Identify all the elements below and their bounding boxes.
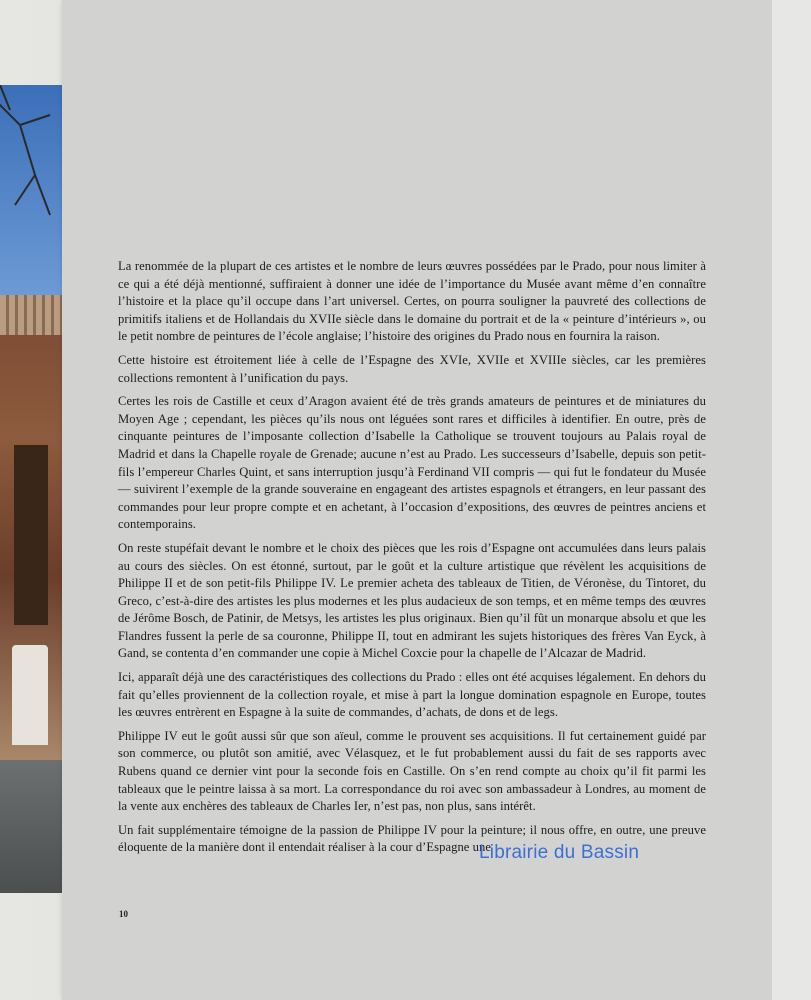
paragraph: La renommée de la plupart de ces artistes et le nombre de leurs œuvres possédées par le Prado, pour nous limiter à ce qui a été déjà mentionné, suffiraient à donner une idée de l’importance du Musée avant même d’en connaître l’histoire et la place qu’il occupe dans l’art universel. Certes, on pourra souligner la pauvreté des collections de primitifs italiens et de Hollandais du XVIIe siècle dans le domaine du portrait et de la « peinture d’intérieurs », ou le petit nombre de peintures de l’école anglaise; l’histoire des origines du Prado nous en fournira la raison. bbox=[118, 259, 706, 344]
paragraph: Philippe IV eut le goût aussi sûr que son aïeul, comme le prouvent ses acquisitions. Il fut certainement guidé par son commerce, ou plutôt son amitié, avec Vélasquez, et le fut probablement aussi du fait de ses rapports avec Rubens quand ce dernier vint pour la seconde fois en Castille. On s’en rend compte au choix qu’il fit parmi les tableaux que le peintre laissa à sa mort. La correspondance du roi avec son ambassadeur à Londres, au moment de la vente aux enchères des tableaux de Charles Ier, n’est pas, non plus, sans intérêt. bbox=[118, 728, 706, 814]
paragraph: On reste stupéfait devant le nombre et le choix des pièces que les rois d’Espagne ont accumulées dans leurs palais au cours des siècles. On est étonné, surtout, par le goût et la culture artistique que révèlent les acquisitions de Philippe II et de son petit-fils Philippe IV. Le premier acheta des tableaux de Titien, de Véronèse, du Tintoret, du Greco, c’est-à-dire des artistes les plus modernes et les plus audacieux de son temps, et en même temps des œuvres de Jérôme Bosch, de Patinir, de Metsys, les artistes les plus originaux. Bien qu’il fût un monarque absolu et que les Flandres fussent la perle de sa couronne, Philippe II, tout en admirant les sujets historiques des frères Van Eyck, à Gand, se contenta d’en commander une copie à Michel Coxcie pour la chapelle de l’Alcazar de Madrid. bbox=[118, 540, 706, 661]
photo-doorway bbox=[14, 445, 48, 625]
paragraph: Cette histoire est étroitement liée à celle de l’Espagne des XVIe, XVIIe et XVIIIe siècles, car les premières collections remontent à l’unification du pays. bbox=[118, 352, 706, 385]
paragraph: Un fait supplémentaire témoigne de la passion de Philippe IV pour la peinture; il nous offre, en outre, une preuve éloquente de la manière dont il entendait réaliser à la cour d’Espagne une bbox=[118, 822, 706, 855]
page-edge bbox=[772, 0, 811, 1000]
body-text bbox=[118, 258, 706, 863]
page-number: 10 bbox=[119, 909, 128, 919]
paragraph: Certes les rois de Castille et ceux d’Aragon avaient été de très grands amateurs de peintures et de miniatures du Moyen Age ; cependant, les pièces qu’ils nous ont léguées sont rares et difficiles à identifier. En outre, près de cinquante peintures de l’imposante collection d’Isabelle la Catholique se trouvent toujours au Palais royal de Madrid et dans la Chapelle royale de Grenade; aucune n’est au Prado. Les successeurs d’Isabelle, depuis son petit-fils l’empereur Charles Quint, et sans interruption jusqu’à Ferdinand VII compris — qui fut le fondateur du Musée — suivirent l’exemple de la grande souveraine en engageant des artistes espagnols et étrangers, en leur passant des commandes pour leur propre compte et en achetant, à l’occasion d’expositions, des œuvres de peintres anciens et contemporains. bbox=[118, 394, 706, 532]
photo-statue bbox=[12, 645, 48, 745]
tree-branch-silhouette bbox=[0, 85, 62, 225]
photo-cornice bbox=[0, 295, 62, 335]
paragraph: Ici, apparaît déjà une des caractéristiques des collections du Prado : elles ont été acquises légalement. En dehors du fait qu’elles proviennent de la collection royale, et mise à part la longue domination espagnole en Europe, toutes les œuvres entrèrent en Espagne à la suite de commandes, d’achats, de dons et de legs. bbox=[118, 670, 706, 720]
facing-page-photo bbox=[0, 85, 62, 893]
photo-ground bbox=[0, 760, 62, 893]
watermark: Librairie du Bassin bbox=[479, 842, 640, 863]
